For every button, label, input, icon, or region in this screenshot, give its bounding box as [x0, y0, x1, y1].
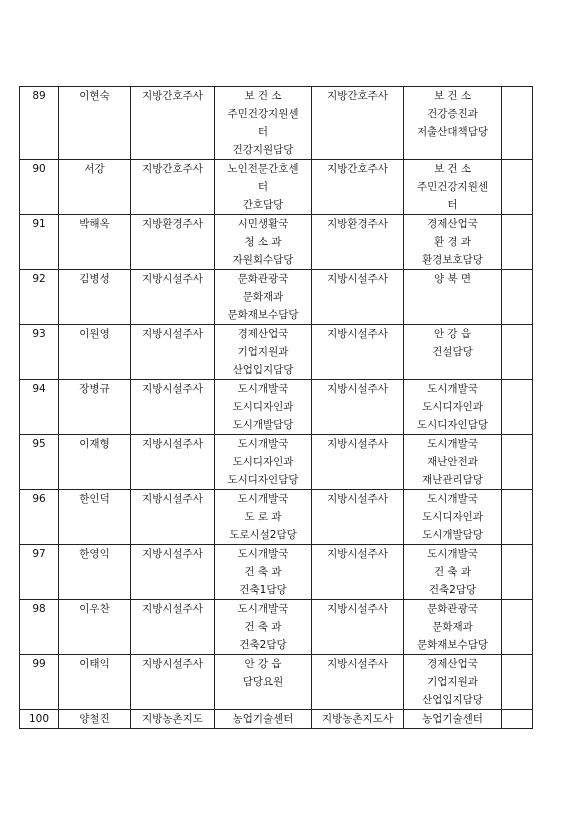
employee-name	[59, 380, 131, 435]
current-department-line: 도시개발담당	[232, 419, 294, 431]
employee-name	[59, 600, 131, 655]
current-department	[215, 380, 312, 435]
new-grade-text: 지방환경주사	[327, 218, 388, 230]
current-department	[215, 270, 312, 325]
row-number	[20, 710, 59, 729]
employee-name	[59, 160, 131, 215]
current-grade-text: 지방시설주사	[142, 383, 203, 395]
current-grade-text: 지방환경주사	[142, 218, 203, 230]
current-grade-text: 지방간호주사	[142, 90, 203, 102]
new-department-line: 건 축 과	[433, 566, 472, 578]
new-department-line: 기업지원과	[427, 676, 478, 688]
remarks-cell	[502, 270, 533, 325]
table-row	[20, 490, 533, 545]
employee-name-text: 서강	[84, 163, 105, 175]
new-department-line: 건축2담당	[428, 584, 477, 596]
new-grade-text: 지방시설주사	[327, 438, 388, 450]
remarks-cell	[502, 87, 533, 160]
new-department-line: 안 강 읍	[433, 328, 472, 340]
current-department-line: 도시디자인과	[232, 401, 294, 413]
new-grade	[312, 160, 404, 215]
row-number	[20, 435, 59, 490]
new-department	[404, 710, 502, 729]
row-number-text: 100	[28, 713, 50, 725]
row-number-text: 99	[32, 658, 46, 670]
new-department-line: 저출산대책담당	[416, 126, 488, 138]
row-number-text: 92	[32, 273, 46, 285]
current-department-line: 주민건강지원센	[227, 108, 299, 120]
remarks-cell	[502, 655, 533, 710]
new-grade-text: 지방농촌지도사	[321, 713, 393, 725]
employee-name	[59, 215, 131, 270]
new-grade	[312, 545, 404, 600]
new-department	[404, 160, 502, 215]
current-department-line: 기업지원과	[237, 346, 289, 358]
new-grade-text: 지방시설주사	[327, 328, 388, 340]
employee-name	[59, 490, 131, 545]
new-department-line: 재난안전과	[427, 456, 478, 468]
row-number	[20, 215, 59, 270]
row-number-text: 97	[32, 548, 46, 560]
current-department	[215, 710, 312, 729]
table-row	[20, 215, 533, 270]
new-grade-text: 지방시설주사	[327, 493, 388, 505]
new-department	[404, 380, 502, 435]
current-grade-text: 지방시설주사	[142, 603, 203, 615]
employee-name-text: 한인덕	[79, 493, 110, 505]
new-department-line: 문화관광국	[427, 603, 478, 615]
current-department-line: 건축2담당	[239, 639, 287, 651]
new-department-line: 경제산업국	[427, 658, 478, 670]
row-number-text: 89	[32, 90, 46, 102]
remarks-cell	[502, 545, 533, 600]
current-department-line: 도 로 과	[244, 511, 282, 523]
new-department	[404, 655, 502, 710]
current-department-line: 도시디자인과	[232, 456, 294, 468]
new-grade	[312, 380, 404, 435]
current-department-line: 안 강 읍	[244, 658, 282, 670]
current-department-line: 건 축 과	[244, 621, 282, 633]
table-row	[20, 545, 533, 600]
remarks-cell	[502, 380, 533, 435]
current-grade	[131, 160, 215, 215]
current-department	[215, 87, 312, 160]
new-department-line: 터	[447, 199, 458, 211]
row-number-text: 93	[32, 328, 46, 340]
new-department-line: 도시디자인과	[422, 401, 483, 413]
new-department-line: 도시개발국	[427, 493, 478, 505]
new-department-line: 도시개발담당	[422, 529, 483, 541]
employee-name	[59, 655, 131, 710]
current-department-line: 청 소 과	[244, 236, 282, 248]
new-department	[404, 490, 502, 545]
remarks-cell	[502, 490, 533, 545]
current-department-line: 보 건 소	[244, 90, 282, 102]
new-grade	[312, 87, 404, 160]
employee-name	[59, 270, 131, 325]
new-department-line: 양 북 면	[433, 273, 472, 285]
new-grade-text: 지방시설주사	[327, 603, 388, 615]
current-department-line: 도시개발국	[237, 548, 289, 560]
new-grade-text: 지방시설주사	[327, 548, 388, 560]
row-number	[20, 325, 59, 380]
employee-name-text: 박해옥	[79, 218, 110, 230]
new-department-line: 경제산업국	[427, 218, 478, 230]
employee-name	[59, 87, 131, 160]
new-grade-text: 지방시설주사	[327, 658, 388, 670]
table-row	[20, 325, 533, 380]
row-number	[20, 600, 59, 655]
new-department-line: 건강증진과	[427, 108, 478, 120]
current-grade-text: 지방시설주사	[142, 658, 203, 670]
new-department-line: 보 건 소	[433, 90, 472, 102]
current-grade-text: 지방시설주사	[142, 273, 203, 285]
current-department-line: 도시개발국	[237, 603, 289, 615]
table-row	[20, 380, 533, 435]
table-row	[20, 270, 533, 325]
new-department-line: 건설담당	[432, 346, 473, 358]
row-number	[20, 160, 59, 215]
new-department	[404, 270, 502, 325]
employee-name	[59, 435, 131, 490]
new-department-line: 환 경 과	[433, 236, 472, 248]
current-grade-text: 지방시설주사	[142, 548, 203, 560]
new-department	[404, 435, 502, 490]
table-row	[20, 435, 533, 490]
current-department	[215, 325, 312, 380]
remarks-cell	[502, 215, 533, 270]
employee-name-text: 양철진	[79, 713, 110, 725]
current-department-line: 문화재보수담당	[227, 309, 299, 321]
current-department-line: 도시디자인담당	[227, 474, 299, 486]
current-grade-text: 지방시설주사	[142, 328, 203, 340]
new-department-line: 도시개발국	[427, 438, 478, 450]
new-grade-text: 지방간호주사	[327, 163, 388, 175]
current-department-line: 산업입지담당	[232, 364, 294, 376]
current-department-line: 시민생활국	[237, 218, 289, 230]
current-grade	[131, 87, 215, 160]
employee-name-text: 이태익	[79, 658, 110, 670]
remarks-cell	[502, 600, 533, 655]
employee-name-text: 이현숙	[79, 90, 110, 102]
current-department-line: 도시개발국	[237, 438, 289, 450]
current-grade-text: 지방간호주사	[142, 163, 203, 175]
current-department	[215, 215, 312, 270]
row-number-text: 96	[32, 493, 46, 505]
row-number	[20, 655, 59, 710]
current-department	[215, 545, 312, 600]
current-department-line: 건 축 과	[244, 566, 282, 578]
new-grade	[312, 215, 404, 270]
new-grade	[312, 655, 404, 710]
new-department	[404, 215, 502, 270]
new-department-line: 주민건강지원센	[416, 181, 488, 193]
current-department-line: 담당요원	[242, 676, 284, 688]
new-department-line: 도시디자인과	[422, 511, 483, 523]
current-department-line: 경제산업국	[237, 328, 289, 340]
remarks-cell	[502, 435, 533, 490]
employee-name	[59, 710, 131, 729]
row-number	[20, 270, 59, 325]
current-department-line: 건강지원담당	[232, 144, 294, 156]
row-number	[20, 380, 59, 435]
row-number	[20, 87, 59, 160]
table-row	[20, 87, 533, 160]
current-department-line: 문화재과	[242, 291, 284, 303]
current-department	[215, 600, 312, 655]
current-department	[215, 490, 312, 545]
new-grade	[312, 710, 404, 729]
current-grade	[131, 545, 215, 600]
current-department	[215, 655, 312, 710]
table-row	[20, 160, 533, 215]
new-grade	[312, 325, 404, 380]
current-grade	[131, 325, 215, 380]
current-department-line: 도로시설2담당	[229, 529, 297, 541]
new-department	[404, 87, 502, 160]
current-department-line: 노인전문간호센	[227, 163, 299, 175]
employee-name	[59, 325, 131, 380]
current-grade-text: 지방시설주사	[142, 493, 203, 505]
current-department-line: 도시개발국	[237, 493, 289, 505]
personnel-table-body	[20, 87, 533, 729]
new-department-line: 문화재과	[432, 621, 473, 633]
new-grade-text: 지방간호주사	[327, 90, 388, 102]
row-number	[20, 490, 59, 545]
current-grade	[131, 655, 215, 710]
new-grade-text: 지방시설주사	[327, 273, 388, 285]
new-department-line: 보 건 소	[433, 163, 472, 175]
employee-name-text: 이재형	[79, 438, 110, 450]
table-row	[20, 710, 533, 729]
new-department	[404, 325, 502, 380]
row-number	[20, 545, 59, 600]
row-number-text: 90	[32, 163, 46, 175]
employee-name-text: 이원영	[79, 328, 110, 340]
row-number-text: 95	[32, 438, 46, 450]
employee-name-text: 장병규	[79, 383, 110, 395]
new-department	[404, 545, 502, 600]
new-grade-text: 지방시설주사	[327, 383, 388, 395]
row-number-text: 91	[32, 218, 46, 230]
new-grade	[312, 600, 404, 655]
row-number-text: 98	[32, 603, 46, 615]
new-department-line: 도시개발국	[427, 548, 478, 560]
current-department-line: 도시개발국	[237, 383, 289, 395]
new-department-line: 환경보호담당	[422, 254, 483, 266]
new-department-line: 산업입지담당	[422, 694, 483, 706]
current-grade	[131, 710, 215, 729]
current-department-line: 건축1담당	[239, 584, 287, 596]
new-grade	[312, 435, 404, 490]
employee-name-text: 이우찬	[79, 603, 110, 615]
table-row	[20, 655, 533, 710]
current-department-line: 문화관광국	[237, 273, 289, 285]
current-department-line: 터	[257, 126, 269, 138]
employee-name-text: 한영익	[79, 548, 110, 560]
current-grade-text: 지방시설주사	[142, 438, 203, 450]
row-number-text: 94	[32, 383, 46, 395]
remarks-cell	[502, 325, 533, 380]
current-grade-text: 지방농촌지도	[142, 713, 203, 725]
new-department-line: 도시디자인담당	[416, 419, 488, 431]
current-department	[215, 435, 312, 490]
new-department-line: 문화재보수담당	[416, 639, 488, 651]
current-grade	[131, 215, 215, 270]
remarks-cell	[502, 710, 533, 729]
current-department-line: 터	[257, 181, 269, 193]
current-department-line: 자원회수담당	[232, 254, 294, 266]
current-grade	[131, 380, 215, 435]
new-department-line: 재난관리담당	[422, 474, 483, 486]
current-department-line: 농업기술센터	[232, 713, 294, 725]
current-grade	[131, 600, 215, 655]
new-department	[404, 600, 502, 655]
new-grade	[312, 270, 404, 325]
new-grade	[312, 490, 404, 545]
current-department	[215, 160, 312, 215]
current-grade	[131, 270, 215, 325]
employee-name-text: 김병성	[79, 273, 110, 285]
employee-name	[59, 545, 131, 600]
current-grade	[131, 435, 215, 490]
new-department-line: 농업기술센터	[422, 713, 483, 725]
current-grade	[131, 490, 215, 545]
current-department-line: 간호담당	[242, 199, 284, 211]
table-row	[20, 600, 533, 655]
personnel-table	[19, 86, 533, 729]
new-department-line: 도시개발국	[427, 383, 478, 395]
remarks-cell	[502, 160, 533, 215]
